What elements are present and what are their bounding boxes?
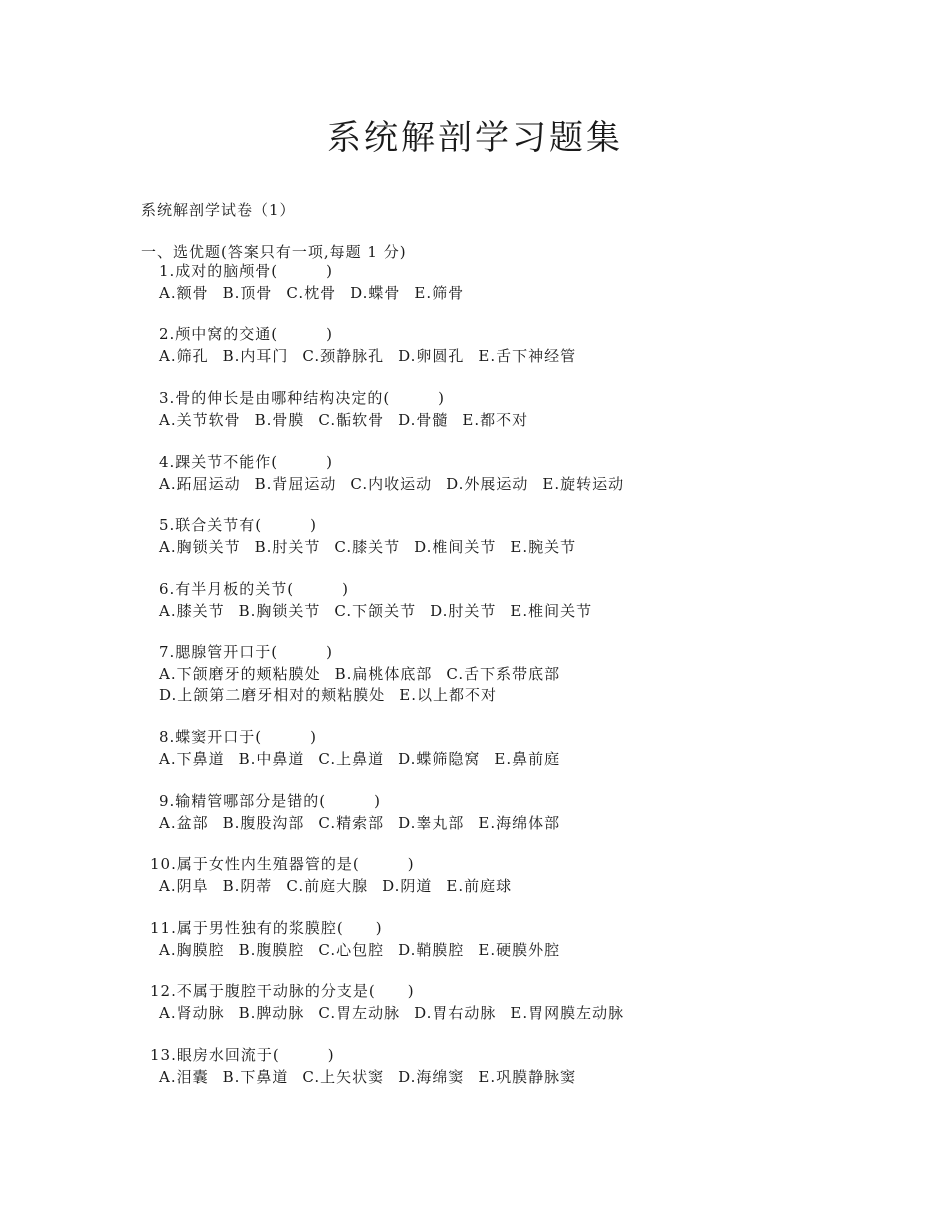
answer-option: B.胸锁关节	[238, 602, 321, 620]
answer-option: B.腹股沟部	[222, 814, 305, 832]
answer-option: A.阴阜	[159, 877, 209, 895]
question-stem: 1.成对的脑颅骨( )	[159, 262, 334, 280]
answer-options	[159, 1002, 624, 1023]
answer-option: D.蝶骨	[350, 284, 401, 302]
answer-option: E.以上都不对	[399, 686, 497, 704]
answer-option: E.都不对	[462, 411, 529, 429]
answer-option: D.外展运动	[446, 475, 529, 493]
question-stem: 6.有半月板的关节( )	[159, 580, 350, 598]
answer-option: C.舌下系带底部	[446, 665, 561, 683]
question-stem: 8.蝶窦开口于( )	[159, 728, 318, 746]
answer-option: A.下颌磨牙的颊粘膜处	[159, 665, 321, 683]
answer-option: E.硬膜外腔	[478, 941, 561, 959]
exam-subtitle: 系统解剖学试卷（1）	[141, 201, 296, 219]
answer-options	[159, 345, 576, 366]
answer-option: A.膝关节	[159, 602, 225, 620]
section-heading: 一、选优题(答案只有一项,每题 1 分)	[141, 243, 407, 261]
answer-option: D.椎间关节	[414, 538, 497, 556]
answer-options	[159, 748, 560, 769]
answer-option: B.阴蒂	[222, 877, 273, 895]
answer-option: B.脾动脉	[238, 1004, 305, 1022]
answer-option: D.睾丸部	[398, 814, 465, 832]
answer-options	[159, 600, 592, 621]
answer-option: D.骨髓	[398, 411, 449, 429]
answer-option: C.前庭大腺	[286, 877, 369, 895]
answer-option: A.跖屈运动	[159, 475, 241, 493]
answer-option: B.扁桃体底部	[334, 665, 433, 683]
answer-option: A.下鼻道	[159, 750, 225, 768]
answer-option: C.骺软骨	[318, 411, 385, 429]
answer-options	[159, 409, 528, 430]
answer-options	[159, 473, 624, 494]
question-stem: 4.踝关节不能作( )	[159, 453, 334, 471]
question-stem: 5.联合关节有( )	[159, 516, 318, 534]
answer-option: E.舌下神经管	[478, 347, 577, 365]
answer-option: B.内耳门	[222, 347, 289, 365]
answer-options	[159, 684, 497, 705]
answer-option: C.内收运动	[350, 475, 433, 493]
answer-option: A.盆部	[159, 814, 209, 832]
question-stem: 11.属于男性独有的浆膜腔( )	[150, 919, 383, 937]
answer-options	[159, 875, 512, 896]
answer-option: D.卵圆孔	[398, 347, 465, 365]
question-stem: 3.骨的伸长是由哪种结构决定的( )	[159, 389, 446, 407]
answer-option: C.膝关节	[334, 538, 401, 556]
answer-option: C.上矢状窦	[302, 1068, 385, 1086]
answer-option: C.胃左动脉	[318, 1004, 401, 1022]
answer-option: C.上鼻道	[318, 750, 385, 768]
answer-option: C.下颌关节	[334, 602, 417, 620]
answer-options	[159, 812, 560, 833]
answer-option: B.腹膜腔	[238, 941, 305, 959]
answer-option: E.椎间关节	[510, 602, 593, 620]
answer-option: E.筛骨	[414, 284, 465, 302]
answer-option: E.巩膜静脉窦	[478, 1068, 577, 1086]
answer-option: A.泪囊	[159, 1068, 209, 1086]
answer-options	[159, 536, 576, 557]
answer-option: B.肘关节	[254, 538, 321, 556]
question-stem: 12.不属于腹腔干动脉的分支是( )	[150, 982, 415, 1000]
answer-option: C.精索部	[318, 814, 385, 832]
answer-options	[159, 1066, 576, 1087]
answer-option: B.中鼻道	[238, 750, 305, 768]
answer-option: E.胃网膜左动脉	[510, 1004, 625, 1022]
answer-option: B.骨膜	[254, 411, 305, 429]
answer-option: D.肘关节	[430, 602, 497, 620]
answer-option: D.鞘膜腔	[398, 941, 465, 959]
answer-option: E.鼻前庭	[494, 750, 561, 768]
answer-option: D.海绵窦	[398, 1068, 465, 1086]
question-stem: 10.属于女性内生殖器管的是( )	[150, 855, 415, 873]
answer-option: A.额骨	[159, 284, 209, 302]
answer-option: E.海绵体部	[478, 814, 561, 832]
question-stem: 13.眼房水回流于( )	[150, 1046, 335, 1064]
answer-option: D.蝶筛隐窝	[398, 750, 481, 768]
document-title: 系统解剖学习题集	[327, 118, 623, 158]
answer-option: E.旋转运动	[542, 475, 625, 493]
question-stem: 7.腮腺管开口于( )	[159, 643, 334, 661]
answer-options	[159, 282, 464, 303]
answer-option: A.胸锁关节	[159, 538, 241, 556]
question-stem: 2.颅中窝的交通( )	[159, 325, 334, 343]
answer-option: B.下鼻道	[222, 1068, 289, 1086]
answer-options	[159, 939, 560, 960]
answer-option: A.胸膜腔	[159, 941, 225, 959]
answer-option: B.背屈运动	[254, 475, 337, 493]
answer-option: A.筛孔	[159, 347, 209, 365]
answer-option: A.关节软骨	[159, 411, 241, 429]
answer-option: B.顶骨	[222, 284, 273, 302]
answer-options	[159, 663, 560, 684]
answer-option: C.颈静脉孔	[302, 347, 385, 365]
answer-option: E.前庭球	[446, 877, 513, 895]
question-stem: 9.输精管哪部分是错的( )	[159, 792, 382, 810]
answer-option: D.胃右动脉	[414, 1004, 497, 1022]
answer-option: E.腕关节	[510, 538, 577, 556]
answer-option: C.心包腔	[318, 941, 385, 959]
answer-option: C.枕骨	[286, 284, 337, 302]
answer-option: D.上颌第二磨牙相对的颊粘膜处	[159, 686, 386, 704]
answer-option: A.肾动脉	[159, 1004, 225, 1022]
answer-option: D.阴道	[382, 877, 433, 895]
